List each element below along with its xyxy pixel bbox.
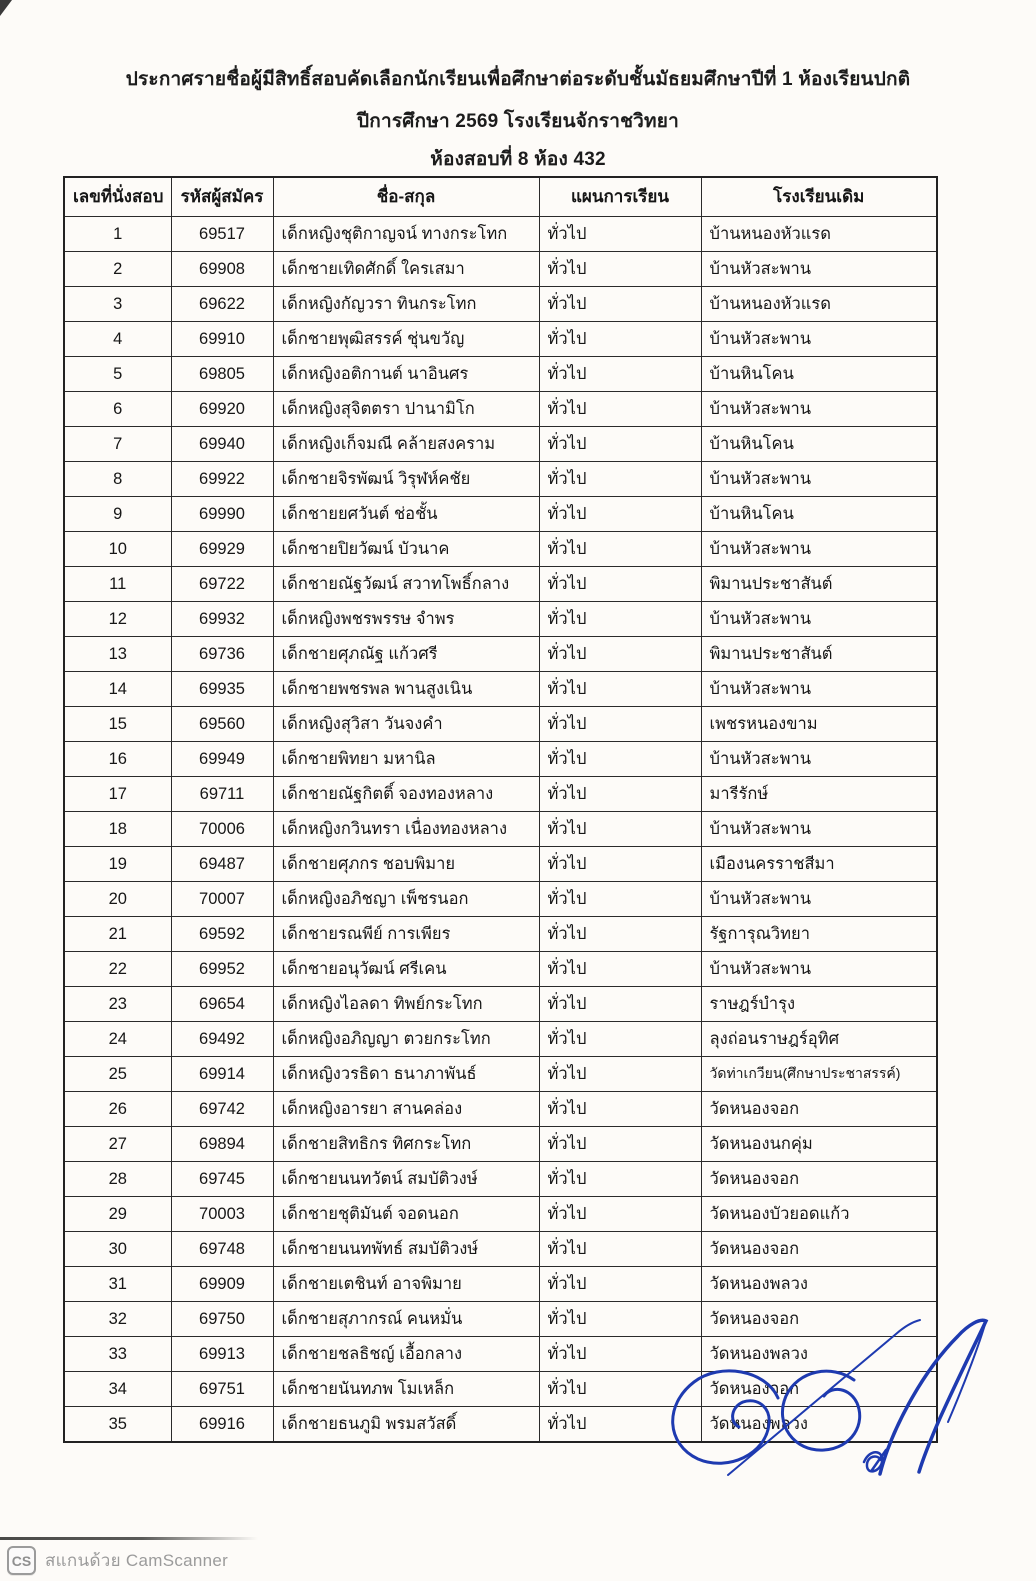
cell-seat: 15 xyxy=(64,707,171,742)
table-row xyxy=(64,1407,937,1443)
cell-plan: ทั่วไป xyxy=(539,392,701,427)
cell-seat: 2 xyxy=(64,252,171,287)
cell-seat: 33 xyxy=(64,1337,171,1372)
cell-name: เด็กชายศุภณัฐ แก้วศรี xyxy=(273,637,539,672)
cell-name: เด็กหญิงกวินทรา เนื่องทองหลาง xyxy=(273,812,539,847)
cell-code: 69736 xyxy=(171,637,273,672)
table-row xyxy=(64,497,937,532)
cell-code: 69711 xyxy=(171,777,273,812)
cell-seat: 7 xyxy=(64,427,171,462)
table-row xyxy=(64,1092,937,1127)
cell-name: เด็กหญิงชุติกาญจน์ ทางกระโทก xyxy=(273,217,539,252)
cell-plan: ทั่วไป xyxy=(539,252,701,287)
cell-seat: 12 xyxy=(64,602,171,637)
cell-name: เด็กหญิงกัญวรา ทินกระโทก xyxy=(273,287,539,322)
cell-seat: 16 xyxy=(64,742,171,777)
cell-plan: ทั่วไป xyxy=(539,742,701,777)
cell-plan: ทั่วไป xyxy=(539,812,701,847)
cell-school: วัดหนองจอก xyxy=(701,1232,937,1267)
table-row xyxy=(64,567,937,602)
table-row xyxy=(64,917,937,952)
cell-code: 69745 xyxy=(171,1162,273,1197)
cell-seat: 34 xyxy=(64,1372,171,1407)
cell-plan: ทั่วไป xyxy=(539,1267,701,1302)
table-row xyxy=(64,882,937,917)
table-row xyxy=(64,217,937,252)
header-study-plan: แผนการเรียน xyxy=(539,177,701,217)
table-row xyxy=(64,637,937,672)
cell-name: เด็กชายนันทภพ โมเหล็ก xyxy=(273,1372,539,1407)
header-full-name: ชื่อ-สกุล xyxy=(273,177,539,217)
cell-code: 69932 xyxy=(171,602,273,637)
cell-school: ลุงถ่อนราษฎร์อุทิศ xyxy=(701,1022,937,1057)
cell-code: 69751 xyxy=(171,1372,273,1407)
cell-name: เด็กหญิงสุจิตตรา ปานามิโก xyxy=(273,392,539,427)
cell-name: เด็กชายสุภากรณ์ คนหมั่น xyxy=(273,1302,539,1337)
cell-name: เด็กชายพุฒิสรรค์ ชุ่นขวัญ xyxy=(273,322,539,357)
cell-school: วัดหนองนกคุ่ม xyxy=(701,1127,937,1162)
cell-name: เด็กชายชุติมันต์ จอดนอก xyxy=(273,1197,539,1232)
cell-code: 69913 xyxy=(171,1337,273,1372)
table-row xyxy=(64,1127,937,1162)
cell-school: วัดหนองจอก xyxy=(701,1372,937,1407)
cell-seat: 23 xyxy=(64,987,171,1022)
cell-plan: ทั่วไป xyxy=(539,1197,701,1232)
scan-edge-line xyxy=(0,1537,258,1540)
cell-name: เด็กชายเทิดศักดิ์ ใครเสมา xyxy=(273,252,539,287)
cell-code: 69909 xyxy=(171,1267,273,1302)
cell-plan: ทั่วไป xyxy=(539,322,701,357)
cell-school: บ้านหัวสะพาน xyxy=(701,392,937,427)
header-applicant-code: รหัสผู้สมัคร xyxy=(171,177,273,217)
cell-school: บ้านหัวสะพาน xyxy=(701,462,937,497)
cell-name: เด็กหญิงพชรพรรษ จำพร xyxy=(273,602,539,637)
cell-code: 69949 xyxy=(171,742,273,777)
cell-seat: 1 xyxy=(64,217,171,252)
table-row xyxy=(64,252,937,287)
cell-name: เด็กชายธนภูมิ พรมสวัสดิ์ xyxy=(273,1407,539,1443)
cell-code: 69894 xyxy=(171,1127,273,1162)
cell-plan: ทั่วไป xyxy=(539,1127,701,1162)
table-row xyxy=(64,427,937,462)
cell-name: เด็กชายยศวันต์ ช่อชั้น xyxy=(273,497,539,532)
camscanner-watermark xyxy=(7,1546,228,1575)
cell-code: 69920 xyxy=(171,392,273,427)
table-row xyxy=(64,847,937,882)
cell-code: 69922 xyxy=(171,462,273,497)
cell-code: 70006 xyxy=(171,812,273,847)
cell-seat: 18 xyxy=(64,812,171,847)
cell-name: เด็กชายศุภกร ชอบพิมาย xyxy=(273,847,539,882)
cell-name: เด็กหญิงอภิชญา เพ็ชรนอก xyxy=(273,882,539,917)
cell-seat: 31 xyxy=(64,1267,171,1302)
cell-plan: ทั่วไป xyxy=(539,357,701,392)
cell-code: 69742 xyxy=(171,1092,273,1127)
cell-school: บ้านหนองหัวแรด xyxy=(701,217,937,252)
camscanner-logo-icon: CS xyxy=(7,1546,36,1575)
cell-name: เด็กชายนนทพัทธ์ สมบัติวงษ์ xyxy=(273,1232,539,1267)
header-seat-number: เลขที่นั่งสอบ xyxy=(64,177,171,217)
cell-plan: ทั่วไป xyxy=(539,497,701,532)
cell-seat: 20 xyxy=(64,882,171,917)
cell-school: บ้านหัวสะพาน xyxy=(701,602,937,637)
table-row xyxy=(64,602,937,637)
cell-code: 70003 xyxy=(171,1197,273,1232)
cell-seat: 24 xyxy=(64,1022,171,1057)
cell-code: 69748 xyxy=(171,1232,273,1267)
cell-seat: 10 xyxy=(64,532,171,567)
cell-school: วัดหนองจอก xyxy=(701,1162,937,1197)
cell-seat: 25 xyxy=(64,1057,171,1092)
cell-plan: ทั่วไป xyxy=(539,1092,701,1127)
cell-seat: 17 xyxy=(64,777,171,812)
cell-seat: 19 xyxy=(64,847,171,882)
cell-school: บ้านหัวสะพาน xyxy=(701,812,937,847)
table-row xyxy=(64,1372,937,1407)
cell-plan: ทั่วไป xyxy=(539,777,701,812)
cell-plan: ทั่วไป xyxy=(539,917,701,952)
header-former-school: โรงเรียนเดิม xyxy=(701,177,937,217)
cell-code: 69622 xyxy=(171,287,273,322)
cell-code: 69722 xyxy=(171,567,273,602)
cell-code: 69952 xyxy=(171,952,273,987)
table-row xyxy=(64,707,937,742)
table-row xyxy=(64,987,937,1022)
cell-seat: 14 xyxy=(64,672,171,707)
cell-name: เด็กชายณัฐกิตติ์ จองทองหลาง xyxy=(273,777,539,812)
cell-seat: 26 xyxy=(64,1092,171,1127)
cell-seat: 22 xyxy=(64,952,171,987)
cell-school: บ้านหัวสะพาน xyxy=(701,952,937,987)
cell-name: เด็กชายรณพีย์ การเพียร xyxy=(273,917,539,952)
cell-school: บ้านหัวสะพาน xyxy=(701,672,937,707)
cell-name: เด็กชายจิรพัฒน์ วิรุฬห์คชัย xyxy=(273,462,539,497)
cell-code: 69592 xyxy=(171,917,273,952)
cell-school: เมืองนครราชสีมา xyxy=(701,847,937,882)
table-row xyxy=(64,672,937,707)
cell-seat: 11 xyxy=(64,567,171,602)
cell-school: มารีรักษ์ xyxy=(701,777,937,812)
cell-plan: ทั่วไป xyxy=(539,987,701,1022)
cell-plan: ทั่วไป xyxy=(539,1302,701,1337)
cell-seat: 5 xyxy=(64,357,171,392)
table-row xyxy=(64,322,937,357)
cell-code: 69916 xyxy=(171,1407,273,1443)
cell-code: 69935 xyxy=(171,672,273,707)
table-row xyxy=(64,1162,937,1197)
table-row xyxy=(64,952,937,987)
cell-plan: ทั่วไป xyxy=(539,567,701,602)
cell-code: 69910 xyxy=(171,322,273,357)
cell-plan: ทั่วไป xyxy=(539,602,701,637)
cell-seat: 6 xyxy=(64,392,171,427)
cell-school: บ้านหัวสะพาน xyxy=(701,532,937,567)
cell-school: เพชรหนองขาม xyxy=(701,707,937,742)
cell-school: บ้านหัวสะพาน xyxy=(701,252,937,287)
cell-seat: 13 xyxy=(64,637,171,672)
cell-code: 69487 xyxy=(171,847,273,882)
cell-name: เด็กหญิงเก็จมณี คล้ายสงคราม xyxy=(273,427,539,462)
cell-plan: ทั่วไป xyxy=(539,462,701,497)
cell-code: 69750 xyxy=(171,1302,273,1337)
camscanner-label: สแกนด้วย CamScanner xyxy=(45,1551,229,1570)
cell-school: บ้านหินโคน xyxy=(701,427,937,462)
cell-seat: 4 xyxy=(64,322,171,357)
cell-school: วัดท่าเกวียน(ศึกษาประชาสรรค์) xyxy=(701,1057,937,1092)
cell-plan: ทั่วไป xyxy=(539,952,701,987)
cell-plan: ทั่วไป xyxy=(539,882,701,917)
cell-name: เด็กชายพิทยา มหานิล xyxy=(273,742,539,777)
document-title-line3: ห้องสอบที่ 8 ห้อง 432 xyxy=(430,149,606,170)
table-row xyxy=(64,742,937,777)
cell-name: เด็กชายอนุวัฒน์ ศรีเคน xyxy=(273,952,539,987)
cell-plan: ทั่วไป xyxy=(539,847,701,882)
cell-plan: ทั่วไป xyxy=(539,1162,701,1197)
table-row xyxy=(64,1197,937,1232)
cell-plan: ทั่วไป xyxy=(539,1337,701,1372)
table-row xyxy=(64,532,937,567)
cell-name: เด็กชายปิยวัฒน์ บัวนาค xyxy=(273,532,539,567)
cell-code: 69560 xyxy=(171,707,273,742)
table-row xyxy=(64,777,937,812)
cell-name: เด็กชายชลธิชญ์ เอื้อกลาง xyxy=(273,1337,539,1372)
cell-plan: ทั่วไป xyxy=(539,217,701,252)
cell-school: วัดหนองจอก xyxy=(701,1092,937,1127)
cell-seat: 27 xyxy=(64,1127,171,1162)
cell-school: พิมานประชาสันต์ xyxy=(701,637,937,672)
cell-plan: ทั่วไป xyxy=(539,707,701,742)
table-row xyxy=(64,392,937,427)
cell-school: ราษฎร์บำรุง xyxy=(701,987,937,1022)
exam-roster-table xyxy=(63,176,938,1443)
cell-seat: 35 xyxy=(64,1407,171,1443)
table-body xyxy=(64,217,937,1443)
cell-name: เด็กชายสิทธิกร ทิศกระโทก xyxy=(273,1127,539,1162)
table-row xyxy=(64,1267,937,1302)
cell-name: เด็กหญิงไอลดา ทิพย์กระโทก xyxy=(273,987,539,1022)
table-row xyxy=(64,357,937,392)
cell-code: 69908 xyxy=(171,252,273,287)
cell-plan: ทั่วไป xyxy=(539,1407,701,1443)
cell-plan: ทั่วไป xyxy=(539,287,701,322)
cell-school: วัดหนองพลวง xyxy=(701,1407,937,1443)
cell-plan: ทั่วไป xyxy=(539,637,701,672)
cell-school: รัฐการุณวิทยา xyxy=(701,917,937,952)
cell-seat: 30 xyxy=(64,1232,171,1267)
cell-code: 69990 xyxy=(171,497,273,532)
cell-name: เด็กหญิงอภิญญา ตวยกระโทก xyxy=(273,1022,539,1057)
cell-school: บ้านหินโคน xyxy=(701,497,937,532)
cell-school: บ้านหนองหัวแรด xyxy=(701,287,937,322)
cell-code: 69492 xyxy=(171,1022,273,1057)
cell-plan: ทั่วไป xyxy=(539,1372,701,1407)
table-row xyxy=(64,812,937,847)
table-row xyxy=(64,1232,937,1267)
cell-school: บ้านหัวสะพาน xyxy=(701,742,937,777)
table-row xyxy=(64,1057,937,1092)
table-header-row xyxy=(64,177,937,217)
cell-name: เด็กชายเตชินท์ อาจพิมาย xyxy=(273,1267,539,1302)
cell-school: วัดหนองบัวยอดแก้ว xyxy=(701,1197,937,1232)
table-row xyxy=(64,287,937,322)
cell-plan: ทั่วไป xyxy=(539,672,701,707)
cell-seat: 29 xyxy=(64,1197,171,1232)
cell-name: เด็กหญิงวรธิดา ธนาภาพันธ์ xyxy=(273,1057,539,1092)
cell-school: บ้านหัวสะพาน xyxy=(701,322,937,357)
cell-code: 69940 xyxy=(171,427,273,462)
table-row xyxy=(64,462,937,497)
cell-name: เด็กหญิงสุวิสา วันจงคำ xyxy=(273,707,539,742)
cell-name: เด็กชายพชรพล พานสูงเนิน xyxy=(273,672,539,707)
cell-plan: ทั่วไป xyxy=(539,532,701,567)
cell-code: 69654 xyxy=(171,987,273,1022)
cell-plan: ทั่วไป xyxy=(539,1022,701,1057)
table-row xyxy=(64,1337,937,1372)
cell-seat: 28 xyxy=(64,1162,171,1197)
cell-seat: 32 xyxy=(64,1302,171,1337)
cell-school: วัดหนองพลวง xyxy=(701,1267,937,1302)
cell-seat: 21 xyxy=(64,917,171,952)
cell-name: เด็กชายณัฐวัฒน์ สวาทโพธิ์กลาง xyxy=(273,567,539,602)
document-title-line1: ประกาศรายชื่อผู้มีสิทธิ์สอบคัดเลือกนักเรียนเพื่อศึกษาต่อระดับชั้นมัธยมศึกษาปีที่ 1 ห้องเรียนปกติ xyxy=(125,69,911,90)
cell-school: พิมานประชาสันต์ xyxy=(701,567,937,602)
cell-name: เด็กหญิงอติกานต์ นาอินศร xyxy=(273,357,539,392)
scan-corner-artifact xyxy=(0,0,12,16)
cell-seat: 9 xyxy=(64,497,171,532)
cell-code: 69929 xyxy=(171,532,273,567)
cell-name: เด็กหญิงอารยา สานคล่อง xyxy=(273,1092,539,1127)
cell-code: 70007 xyxy=(171,882,273,917)
cell-plan: ทั่วไป xyxy=(539,427,701,462)
cell-code: 69914 xyxy=(171,1057,273,1092)
cell-name: เด็กชายนนทวัตน์ สมบัติวงษ์ xyxy=(273,1162,539,1197)
table-row xyxy=(64,1302,937,1337)
cell-plan: ทั่วไป xyxy=(539,1232,701,1267)
cell-plan: ทั่วไป xyxy=(539,1057,701,1092)
cell-school: บ้านหัวสะพาน xyxy=(701,882,937,917)
cell-code: 69805 xyxy=(171,357,273,392)
cell-seat: 8 xyxy=(64,462,171,497)
cell-code: 69517 xyxy=(171,217,273,252)
table-row xyxy=(64,1022,937,1057)
document-title-line2: ปีการศึกษา 2569 โรงเรียนจักราชวิทยา xyxy=(357,111,679,132)
cell-school: บ้านหินโคน xyxy=(701,357,937,392)
cell-school: วัดหนองจอก xyxy=(701,1302,937,1337)
cell-seat: 3 xyxy=(64,287,171,322)
cell-school: วัดหนองพลวง xyxy=(701,1337,937,1372)
